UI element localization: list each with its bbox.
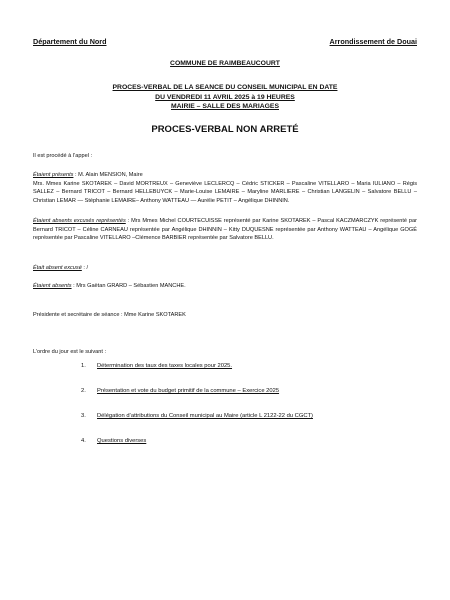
title-line-2: DU VENDREDI 11 AVRIL 2025 à 19 HEURES [155, 93, 295, 101]
presents-label: Étaient présents [33, 172, 74, 178]
presidence-line: Présidente et secrétaire de séance : Mme Karine SKOTAREK [33, 312, 186, 318]
document-header [33, 37, 417, 46]
proces-verbal-title [0, 83, 450, 112]
agenda-item-text: Détermination des taux des taxes locales pour 2025. [97, 363, 233, 369]
agenda-item-number: 3. [81, 413, 86, 419]
agenda-item-text: Délégation d’attributions du Conseil municipal au Maire (article L 2122-22 du CGCT) [97, 413, 313, 419]
commune-title: COMMUNE DE RAIMBEAUCOURT [170, 60, 280, 67]
presents-list: Mrs. Mmes Karine SKOTAREK – David MORTREUX – Geneviève LECLERCQ – Cédric STICKER – Pascaline VITELLARO – Maria IULIANO – Régis SALLEZ – Bernard TRICOT – Bernard HELLEBUYCK – Marie-Louise LEMAIRE – Maryline MARLIERE – Christian LANGELIN – Salvatore BELLU – Christian LEMAR — Stéphanie LEMAIRE– Anthony WATTEAU — Aurélie PETIT – Angélique DHINNIN. [33, 180, 417, 204]
absents-label: Étaient absents [33, 283, 72, 289]
absents-list: : Mrs Gaëtan GRARD – Sébastien MANCHE. [71, 283, 186, 289]
excuses-representes-paragraph [33, 217, 417, 243]
arrondissement-label: Arrondissement de Douai [329, 37, 417, 46]
agenda-item [81, 411, 417, 436]
agenda-item-number: 2. [81, 388, 86, 394]
agenda-item-text: Questions diverses [97, 438, 147, 444]
agenda-item [81, 436, 417, 461]
appel-intro: Il est procédé à l’appel : [33, 153, 93, 159]
departement-label: Département du Nord [33, 37, 107, 46]
excuses-representes-label: Étaient absents excusés représentés [33, 218, 126, 224]
title-line-1: PROCES-VERBAL DE LA SEANCE DU CONSEIL MUNICIPAL EN DATE [112, 84, 338, 91]
agenda-item [81, 361, 417, 386]
agenda-item-text: Présentation et vote du budget primitif de la commune – Exercice 2025 [97, 388, 280, 394]
agenda-item-number: 1. [81, 363, 86, 369]
ordre-du-jour-intro: L’ordre du jour est le suivant : [33, 349, 107, 355]
agenda-item-number: 4. [81, 438, 86, 444]
agenda-list [81, 361, 417, 461]
excuse-paragraph [33, 264, 417, 273]
excuse-value: : / [81, 265, 89, 271]
excuses-representes-list: : Mrs Mmes Michel COURTECUISSE représenté par Karine SKOTAREK – Pascal KACZMARCZYK représenté par Bernard TRICOT – Céline CARNEAU représentée par Angélique DHINNIN – Kitty DUQUESNE représentée par Anthony WATTEAU – Angélique GOGÉ représentée par Pascaline VITELLARO –Clémence BARBIER représentée par Salvatore BELLU. [33, 218, 417, 242]
presents-maire: : M. Alain MENSION, Maire [73, 172, 143, 178]
absents-paragraph [33, 282, 417, 291]
presents-paragraph [33, 171, 417, 205]
title-line-3: MAIRIE – SALLE DES MARIAGES [170, 103, 279, 110]
agenda-item [81, 386, 417, 411]
document-subtitle: PROCES-VERBAL NON ARRETÉ [151, 124, 299, 135]
excuse-label: Était absent excusé [33, 265, 82, 271]
